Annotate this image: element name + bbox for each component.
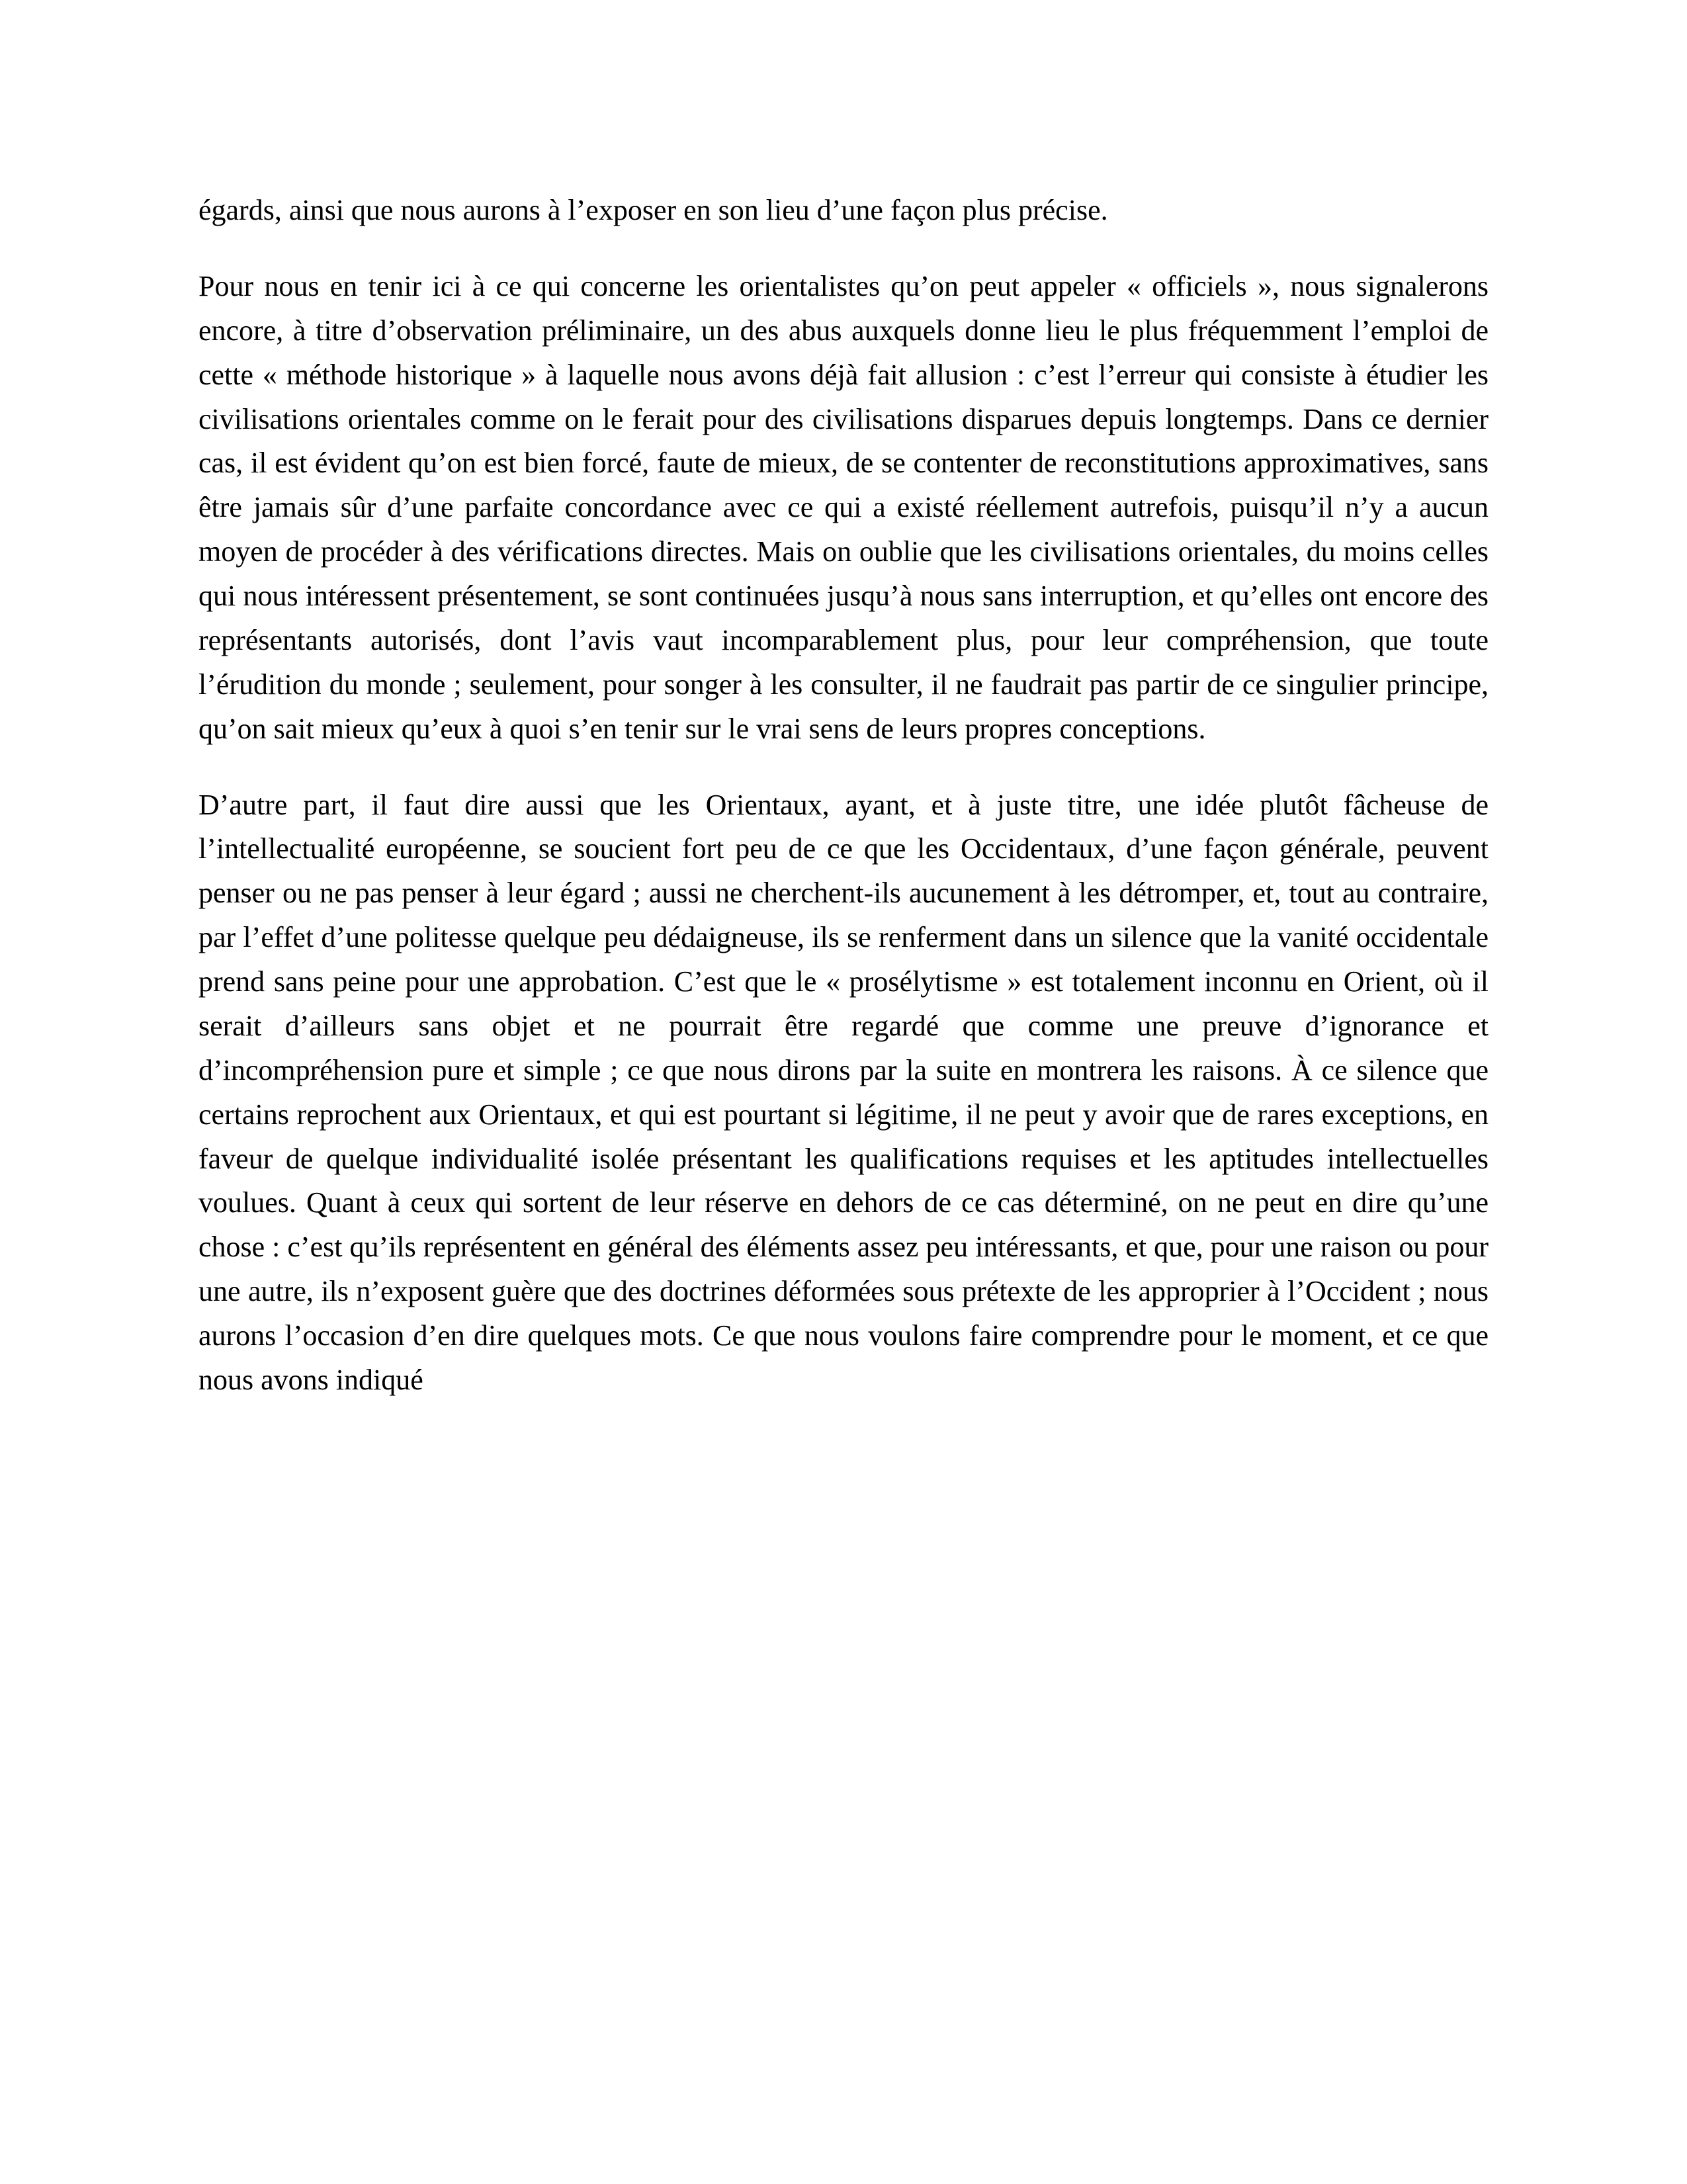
page-body (198, 189, 1489, 1403)
paragraph-3: D’autre part, il faut dire aussi que les Orientaux, ayant, et à juste titre, une idée plutôt fâcheuse de l’intellectualité européenne, se soucient fort peu de ce que les Occidentaux, d’une façon générale, peuvent penser ou ne pas penser à leur égard ; aussi ne cherchent-ils aucunement à les détromper, et, tout au contraire, par l’effet d’une politesse quelque peu dédaigneuse, ils se renferment dans un silence que la vanité occidentale prend sans peine pour une approbation. C’est que le « prosélytisme » est totalement inconnu en Orient, où il serait d’ailleurs sans objet et ne pourrait être regardé que comme une preuve d’ignorance et d’incompréhension pure et simple ; ce que nous dirons par la suite en montrera les raisons. À ce silence que certains reprochent aux Orientaux, et qui est pourtant si légitime, il ne peut y avoir que de rares exceptions, en faveur de quelque individualité isolée présentant les qualifications requises et les aptitudes intellectuelles voulues. Quant à ceux qui sortent de leur réserve en dehors de ce cas déterminé, on ne peut en dire qu’une chose : c’est qu’ils représentent en général des éléments assez peu intéressants, et que, pour une raison ou pour une autre, ils n’exposent guère que des doctrines déformées sous prétexte de les approprier à l’Occident ; nous aurons l’occasion d’en dire quelques mots. Ce que nous voulons faire comprendre pour le moment, et ce que nous avons indiqué (198, 788, 1489, 1396)
paragraph-2: Pour nous en tenir ici à ce qui concerne les orientalistes qu’on peut appeler « officiels », nous signalerons encore, à titre d’observation préliminaire, un des abus auxquels donne lieu le plus fréquemment l’emploi de cette « méthode historique » à laquelle nous avons déjà fait allusion : c’est l’erreur qui consiste à étudier les civilisations orientales comme on le ferait pour des civilisations disparues depuis longtemps. Dans ce dernier cas, il est évident qu’on est bien forcé, faute de mieux, de se contenter de reconstitutions approximatives, sans être jamais sûr d’une parfaite concordance avec ce qui a existé réellement autrefois, puisqu’il n’y a aucun moyen de procéder à des vérifications directes. Mais on oublie que les civilisations orientales, du moins celles qui nous intéressent présentement, se sont continuées jusqu’à nous sans interruption, et qu’elles ont encore des représentants autorisés, dont l’avis vaut incomparablement plus, pour leur compréhension, que toute l’érudition du monde ; seulement, pour songer à les consulter, il ne faudrait pas partir de ce singulier principe, qu’on sait mieux qu’eux à quoi s’en tenir sur le vrai sens de leurs propres conceptions. (198, 269, 1489, 745)
paragraph-1: égards, ainsi que nous aurons à l’exposer en son lieu d’une façon plus précise. (198, 194, 1108, 226)
